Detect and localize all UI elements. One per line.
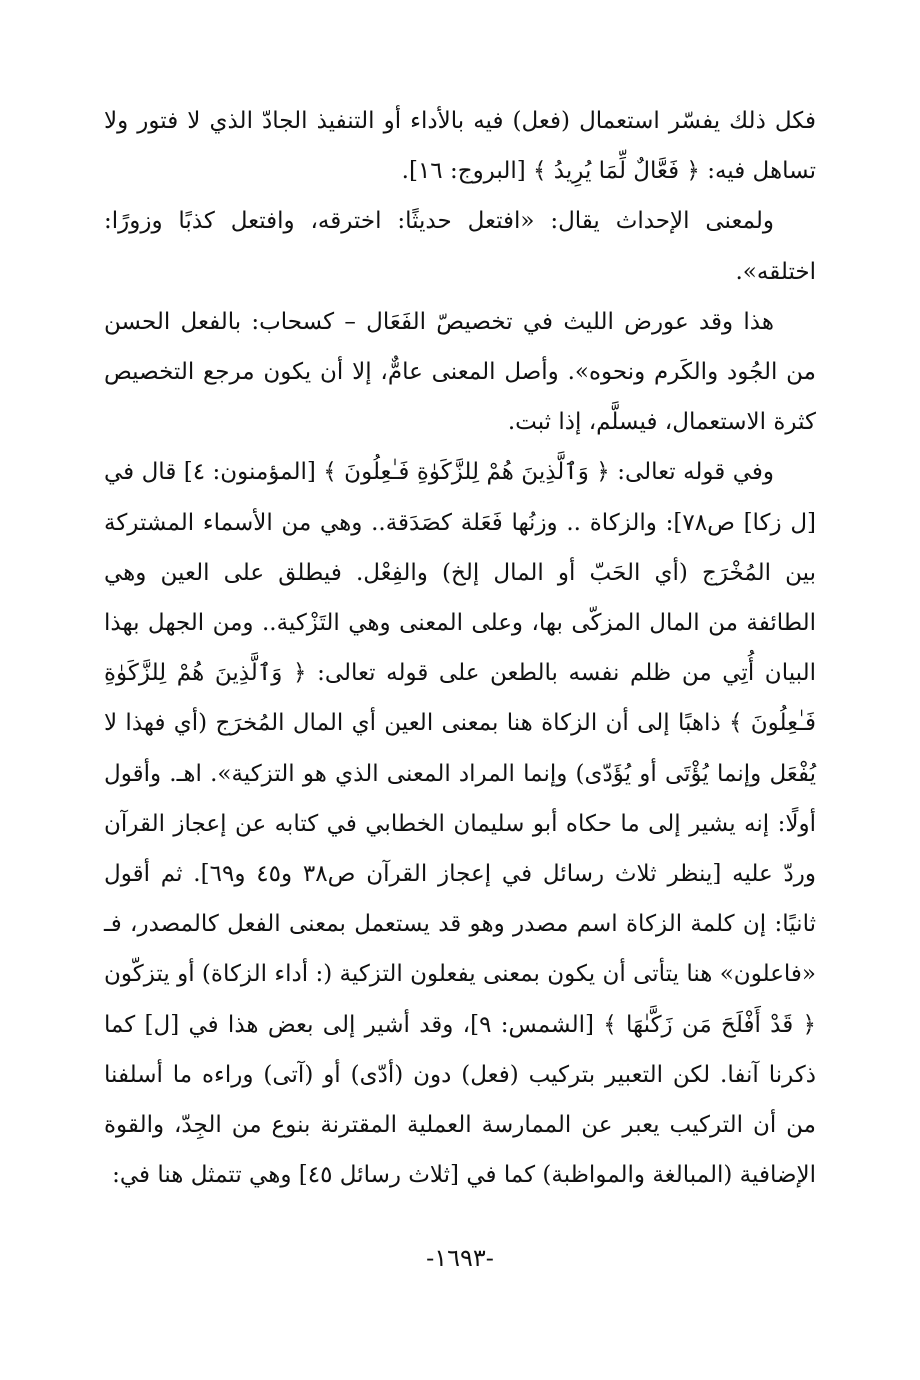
paragraph-1: فكل ذلك يفسّر استعمال (فعل) فيه بالأداء أو التنفيذ الجادّ الذي لا فتور ولا تساهل فيه: ﴿ فَعَّالٌ لِّمَا يُرِيدُ ﴾ [البروج: ١٦].: [104, 108, 816, 185]
body-text: [104, 96, 816, 1200]
paragraph-3: هذا وقد عورض الليث في تخصيصّ الفَعَال – كسحاب: بالفعل الحسن من الجُود والكَرم ونحوه». وأصل المعنى عامٌّ، إلا أن يكون مرجع التخصيص كثرة الاستعمال، فيسلَّم، إذا ثبت.: [104, 308, 816, 436]
page-number: -١٦٩٣-: [426, 1244, 494, 1272]
paragraph-4: وفي قوله تعالى: ﴿ وَٱلَّذِينَ هُمْ لِلزَّكَوٰةِ فَـٰعِلُونَ ﴾ [المؤمنون: ٤] قال في [ل زكا] ص٧٨]: والزكاة .. وزنُها فَعَلة كصَدَقة.. وهي من الأسماء المشتركة بين المُخْرَج (أي الحَبّ أو المال إلخ) والفِعْل. فيطلق على العين وهي الطائفة من المال المزكّى بها، وعلى المعنى وهي التَزْكية.. ومن الجهل بهذا البيان أُتِي من ظلم نفسه بالطعن على قوله تعالى: ﴿ وَٱلَّذِينَ هُمْ لِلزَّكَوٰةِ فَـٰعِلُونَ ﴾ ذاهبًا إلى أن الزكاة هنا بمعنى العين أي المال المُخرَج (أي فهذا لا يُفْعَل وإنما يُؤْتَى أو يُؤَدّى) وإنما المراد المعنى الذي هو التزكية». اهـ. وأقول أولًا: إنه يشير إلى ما حكاه أبو سليمان الخطابي في كتابه عن إعجاز القرآن وردّ عليه [ينظر ثلاث رسائل في إعجاز القرآن ص٣٨ و٤٥ و٦٩]. ثم أقول ثانيًا: إن كلمة الزكاة اسم مصدر وهو قد يستعمل بمعنى الفعل كالمصدر، فـ «فاعلون» هنا يتأتى أن يكون بمعنى يفعلون التزكية (: أداء الزكاة) أو يتزكّون ﴿ قَدْ أَفْلَحَ مَن زَكَّىٰهَا ﴾ [الشمس: ٩]، وقد أشير إلى بعض هذا في [ل] كما ذكرنا آنفا. لكن التعبير بتركيب (فعل) دون (أدّى) أو (آتى) وراءه ما أسلفنا من أن التركيب يعبر عن الممارسة العملية المقترنة بنوع من الجِدّ، والقوة الإضافية (المبالغة والمواظبة) كما في [ثلاث رسائل ٤٥] وهي تتمثل هنا في:: [104, 459, 817, 1189]
paragraph-2: ولمعنى الإحداث يقال: «افتعل حديثًا: اخترقه، وافتعل كذبًا وزورًا: اختلقه».: [104, 208, 816, 285]
